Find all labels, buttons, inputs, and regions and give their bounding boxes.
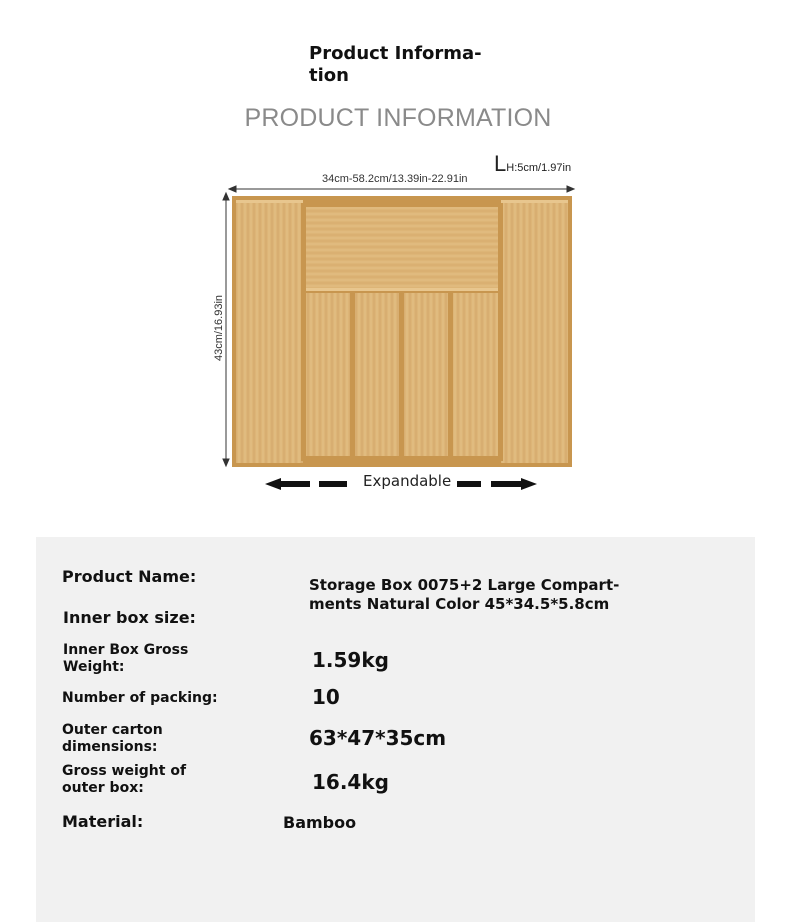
product-name-value: Storage Box 0075+2 Large Compart-ments Natural Color 45*34.5*5.8cm xyxy=(309,576,620,613)
depth-dimension-label xyxy=(494,151,571,177)
expandable-label: Expandable xyxy=(363,472,452,490)
packing-count-label: Number of packing: xyxy=(62,690,218,706)
outer-gross-weight-value: 16.4kg xyxy=(312,770,389,794)
depth-dimension-prefix: L xyxy=(494,151,507,176)
tray-slot-2 xyxy=(355,293,399,456)
tray-slot-3 xyxy=(404,293,448,456)
page-title-line1: Product Informa- xyxy=(309,43,482,64)
depth-dimension-value: H:5cm/1.97in xyxy=(506,162,572,174)
outer-gross-weight-label: Gross weight of outer box: xyxy=(62,763,187,796)
section-heading: PRODUCT INFORMATION xyxy=(244,104,552,132)
product-name-label: Product Name: xyxy=(62,567,197,586)
tray-top-compartment xyxy=(306,207,498,288)
outer-carton-dimensions-label: Outer carton dimensions: xyxy=(62,722,163,755)
bamboo-tray-illustration xyxy=(205,180,585,500)
outer-carton-dimensions-value: 63*47*35cm xyxy=(309,726,447,750)
tray-right-panel xyxy=(501,200,568,463)
tray-slot-1 xyxy=(306,293,350,456)
height-arrow xyxy=(223,193,229,466)
page-title xyxy=(309,43,499,87)
width-dimension-label: 34cm-58.2cm/13.39in-22.91in xyxy=(322,173,468,185)
material-label: Material: xyxy=(62,812,144,831)
width-arrow xyxy=(229,186,574,192)
material-value: Bamboo xyxy=(283,813,357,832)
inner-gross-weight-label: Inner Box Gross Weight: xyxy=(63,642,189,675)
height-dimension-label: 43cm/16.93in xyxy=(213,294,225,362)
inner-box-size-label: Inner box size: xyxy=(63,608,196,627)
packing-count-value: 10 xyxy=(312,685,340,709)
page-title-line2: tion xyxy=(309,65,349,86)
inner-gross-weight-value: 1.59kg xyxy=(312,648,389,672)
tray-left-panel xyxy=(236,200,303,463)
product-specs-panel xyxy=(36,537,755,922)
tray-slot-4 xyxy=(453,293,498,456)
